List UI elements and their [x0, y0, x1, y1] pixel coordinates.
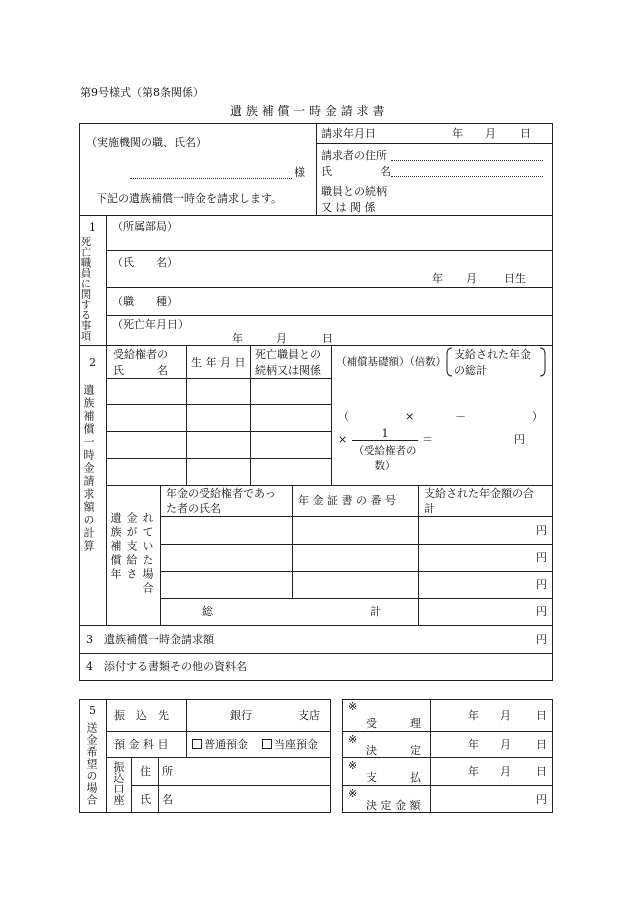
pension-label-col: れていた場合: [141, 512, 154, 596]
address-label: 請求者の住所: [321, 149, 387, 162]
section3-label: 3 遺族補償一時金請求額: [86, 633, 214, 646]
deceased-name-label: （氏 名）: [112, 256, 178, 269]
decided-label: 決 定: [366, 744, 421, 757]
section1-label: 死亡職員に関する事項: [79, 236, 92, 341]
request-text: 下記の遺族補償一時金を請求します。: [96, 192, 283, 205]
claim-date-label: 請求年月日: [321, 127, 376, 140]
paid-label: 支 払: [366, 771, 421, 784]
section4-label: 4 添付する書類その他の資料名: [86, 660, 247, 673]
job-label: （職 種）: [112, 295, 178, 308]
received-label: 受 理: [366, 717, 421, 730]
ordinary-checkbox[interactable]: [192, 739, 202, 749]
section5-label: 送金希望の場合: [85, 722, 98, 806]
section2-number: 2: [89, 356, 96, 369]
dept-label: （所属部局）: [112, 220, 178, 233]
pension-label-col: 遺族補償年: [109, 512, 122, 582]
section2-label: 遺族補償一時金請求額の計算: [82, 384, 95, 553]
pension-label-block: [109, 500, 157, 600]
account-label: 振込口座: [112, 761, 125, 805]
opt-ordinary[interactable]: 普通預金: [192, 739, 248, 750]
decided-amount-label: 決 定 金 額: [366, 799, 421, 812]
death-date-label: （死亡年月日）: [112, 318, 189, 331]
form-title: 遺 族 補 償 一 時 金 請 求 書: [230, 104, 385, 118]
addressee-label: （実施機関の職、氏名）: [86, 136, 207, 149]
pension-label-col: 金が支給さ: [125, 512, 138, 582]
relation-label: 職員との続柄: [321, 185, 387, 198]
sama-label: 様: [294, 166, 305, 179]
section5-number: 5: [89, 704, 96, 717]
form-number: 第9号様式（第8条関係）: [80, 86, 204, 99]
section1-number: 1: [89, 221, 96, 234]
current-checkbox[interactable]: [262, 739, 272, 749]
name-label: 氏: [321, 165, 332, 178]
opt-current[interactable]: 当座預金: [262, 739, 318, 750]
